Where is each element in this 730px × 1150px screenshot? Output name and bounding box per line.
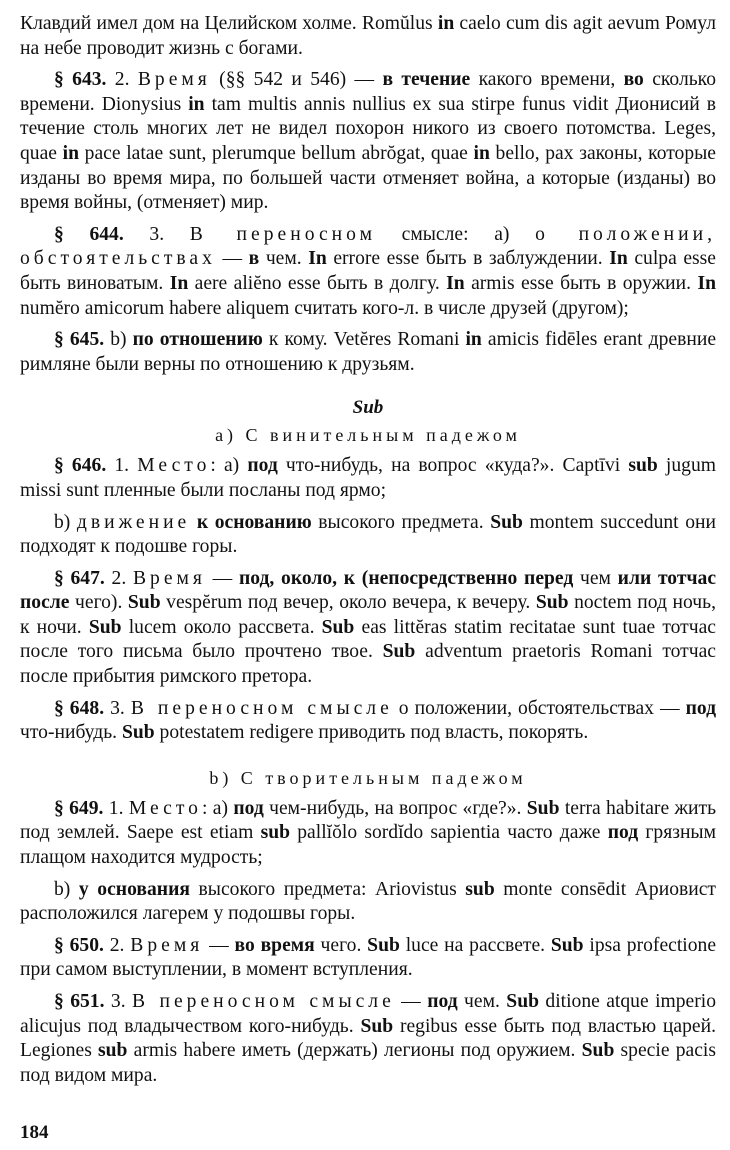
paragraph-647: § 647. 2. Время — под, около, к (непосредственно перед чем или тотчас после чего). Sub vespĕrum под вечер, около вечера, к вечеру. Sub noctem под ночь, к ночи. Sub lucem около рассвета. Sub eas littĕras statim recitatae sunt tuae тотчас после того письма было прочтено твое. Sub adventum praetoris Romani тотчас после прибытия римского претора. — [20, 567, 717, 688]
paragraph-645: § 645. b) по отношению к кому. Vetĕres Romani in amicis fidēles erant древние римляне были верны по отношению к друзьям. — [20, 329, 717, 375]
section-number: § 649. — [54, 797, 104, 819]
section-number: § 643. — [54, 69, 107, 91]
paragraph-intro: Клавдий имел дом на Целийском холме. Romŭlus in caelo cum dis agit aevum Ромул на небе проводит жизнь с богами. — [20, 13, 717, 59]
paragraph-643: § 643. 2. Время (§§ 542 и 546) — в течение какого времени, во сколько времени. Dionysius in tam multis annis nullius ex sua stirpe funus vidit Дионисий в течение столь многих лет не видел похорон никого из своего потомства. Leges, quae in pace latae sunt, plerumque bellum abrŏgat, quae in bello, pax законы, которые изданы во время мира, по большей части отменяет война, а которые (изданы) во время войны, (отменяет) мир. — [20, 69, 716, 214]
paragraph-651: § 651. 3. В переносном смысле — под чем. Sub ditione atque imperio alicujus под владычеством кого-нибудь. Sub regibus esse быть под властью царей. Legiones sub armis habere иметь (держать) легионы под оружием. Sub specie pacis под видом мира. — [20, 991, 717, 1086]
section-number: § 644. — [54, 223, 124, 245]
section-number: § 650. — [54, 934, 104, 956]
section-number: § 645. — [54, 329, 105, 351]
subheading-instrumental: b) С творительным падежом — [209, 767, 527, 788]
paragraph-648: § 648. 3. В переносном смысле о положении, обстоятельствах — под что-нибудь. Sub potestatem redigere приводить под власть, покорять. — [20, 697, 717, 744]
paragraph-649: § 649. 1. Место: а) под чем-нибудь, на вопрос «где?». Sub terra habitare жить под землей. Saepe est etiam sub pallĭŏlo sordĭdo sapientia часто даже под грязным плащом находится мудрость; — [20, 797, 717, 869]
paragraph-650: § 650. 2. Время — во время чего. Sub luce на рассвете. Sub ipsa profectione при самом выступлении, в момент вступления. — [20, 934, 717, 981]
section-heading-sub: Sub — [352, 397, 384, 419]
paragraph-646b: b) движение к основанию высокого предмета. Sub montem succedunt они подходят к подошве горы. — [20, 511, 716, 558]
section-number: § 651. — [54, 991, 105, 1012]
paragraph-646: § 646. 1. Место: а) под что-нибудь, на вопрос «куда?». Captīvi sub jugum missi sunt пленные были посланы под ярмо; — [20, 455, 716, 501]
page-number: 184 — [20, 1122, 49, 1143]
paragraph-649b: b) у основания высокого предмета: Ariovistus sub monte consēdit Ариовист расположился лагерем у подошвы горы. — [20, 878, 716, 925]
section-number: § 648. — [54, 697, 105, 719]
paragraph-644: § 644. 3. В переносном смысле: а) о положении, обстоятельствах — в чем. In errore esse быть в заблуждении. In culpa esse быть виноватым. In aere aliĕno esse быть в долгу. In armis esse быть в оружии. In numĕro amicorum habere aliquem считать кого-л. в числе друзей (другом); — [20, 223, 717, 319]
section-number: § 647. — [54, 567, 105, 589]
section-number: § 646. — [54, 455, 107, 477]
subheading-accusative: а) С винительным падежом — [215, 425, 521, 446]
